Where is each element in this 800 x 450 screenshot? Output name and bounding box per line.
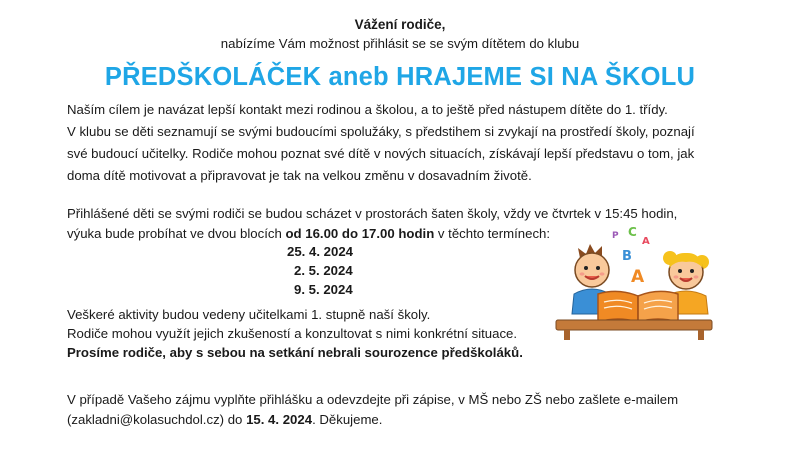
letter-a-large: A [631, 267, 645, 287]
intro-line-4: doma dítě motivovat a připravovat je tak na velkou změnu v dosavadním životě. [67, 168, 532, 183]
schedule-time: od 16.00 do 17.00 hodin [285, 226, 435, 241]
letter-c: C [628, 225, 637, 239]
intro-line-1: Naším cílem je navázat lepší kontakt mezi rodinou a školou, a to ještě před nástupem dítěte do 1. třídy. [67, 102, 668, 117]
letter-a-small: A [642, 236, 650, 247]
closing-line-1: V případě Vašeho zájmu vyplňte přihlášku a odevzdejte při zápise, v MŠ nebo ZŠ nebo zašlete e-mailem [67, 392, 679, 407]
offer-text: nabízíme Vám možnost přihlásit se se svým dítětem do klubu [220, 36, 580, 51]
table [556, 320, 712, 340]
illustration-svg [550, 222, 715, 340]
date-2: 2. 5. 2024 [294, 263, 353, 278]
children-reading-book-illustration [550, 222, 715, 340]
greeting: Vážení rodiče, [354, 17, 446, 32]
schedule-line-1: Přihlášené děti se svými rodiči se budou scházet v prostorách šaten školy, vždy ve čtvrtek v 15:45 hodin, [67, 206, 678, 221]
activities-line-2: Rodiče mohou využít jejich zkušeností a konzultovat s nimi konkrétní situace. [67, 326, 518, 341]
intro-line-3: své budoucí učitelky. Rodiče mohou poznat své dítě v nových situacích, získávají lepší představu o tom, jak [67, 146, 695, 161]
page-title: PŘEDŠKOLÁČEK aneb HRAJEME SI NA ŠKOLU [104, 63, 696, 91]
date-3: 9. 5. 2024 [294, 282, 353, 297]
letter-b: B [622, 249, 632, 264]
open-book [598, 291, 678, 322]
letter-p: P [612, 231, 619, 241]
closing-line-2-start: (zakladni@kolasuchdol.cz) do [67, 412, 247, 427]
deadline-date: 15. 4. 2024 [246, 412, 313, 427]
closing-line-2-end: . Děkujeme. [312, 412, 383, 427]
date-1: 25. 4. 2024 [287, 244, 353, 259]
schedule-line-2-start: výuka bude probíhat ve dvou blocích [67, 226, 286, 241]
closing-line-2 [67, 412, 382, 428]
schedule-line-2 [67, 226, 550, 242]
intro-line-2: V klubu se děti seznamují se svými budoucími spolužáky, s předstihem si zvykají na prostředí školy, poznají [67, 124, 695, 139]
schedule-line-2-end: v těchto termínech: [434, 226, 551, 241]
activities-line-3: Prosíme rodiče, aby s sebou na setkání nebrali sourozence předškoláků. [67, 345, 523, 360]
activities-line-1: Veškeré aktivity budou vedeny učitelkami 1. stupně naší školy. [67, 307, 431, 322]
